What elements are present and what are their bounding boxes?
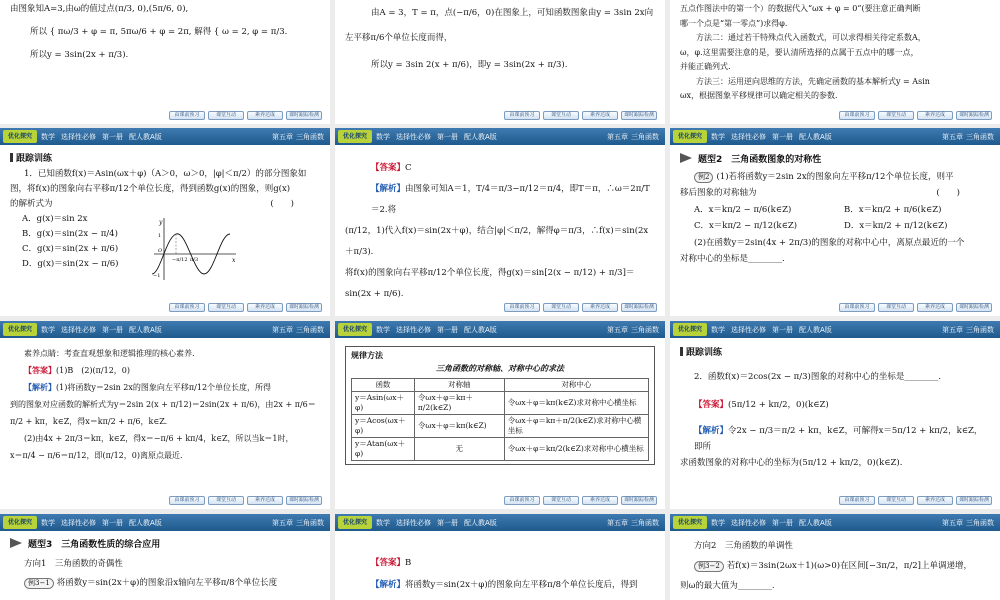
- table-title: 三角函数的对称轴、对称中心的求法: [436, 363, 564, 373]
- slide-header-bar: [0, 514, 330, 531]
- header-edition: 配人教A版: [129, 518, 162, 527]
- header-course: 选择性必修: [61, 325, 96, 334]
- question-text: 移后图象的对称轴为 ( ): [680, 188, 960, 198]
- header-subject: 数学: [41, 518, 55, 527]
- option-d[interactable]: D．g(x)＝sin(2x − π/6): [22, 259, 119, 269]
- play-triangle-icon: [10, 538, 22, 548]
- question-text: 图，将f(x)的图象向右平移π/12个单位长度，得到函数g(x)的图象，则g(x): [10, 184, 291, 194]
- header-chapter-title: 三角函数: [631, 518, 659, 527]
- brand-logo: 优化探究: [3, 130, 37, 143]
- type-title: 题型3 三角函数性质的综合应用: [10, 536, 320, 555]
- tick-label: π/3: [190, 257, 199, 263]
- nav-class-button[interactable]: 课堂互动: [543, 111, 579, 120]
- nav-preview-button[interactable]: 由课前预习: [169, 303, 205, 312]
- slide-8: [335, 321, 665, 509]
- nav-homework-button[interactable]: 课时跟踪检测: [286, 303, 322, 312]
- nav-homework-button[interactable]: 课时跟踪检测: [286, 496, 322, 505]
- explanation-line: 【解析】令2x − π/3＝π/2 + kπ，k∈Z，可解得x＝5π/12 + kπ/2，k∈Z，即所: [694, 426, 983, 452]
- nav-literacy-button[interactable]: 素养达成: [247, 303, 283, 312]
- nav-preview-button[interactable]: 由课前预习: [839, 496, 875, 505]
- table-cell: 令ωx＋φ＝kπ(k∈Z)求对称中心横坐标: [504, 392, 648, 415]
- nav-class-button[interactable]: 课堂互动: [208, 111, 244, 120]
- header-course: 选择性必修: [731, 325, 766, 334]
- header-chapter: 第五章: [607, 518, 628, 527]
- nav-homework-button[interactable]: 课时跟踪检测: [621, 111, 657, 120]
- sine-graph: [150, 216, 238, 282]
- header-edition: 配人教A版: [129, 325, 162, 334]
- header-course: 选择性必修: [396, 518, 431, 527]
- explanation-line: 到的图象对应函数的解析式为y＝2sin 2(x + π/12)＝2sin(2x + π/6)，由2x + π/6＝: [10, 400, 316, 409]
- table-cell: 令ωx＋φ＝kπ＋π/2(k∈Z)求对称中心横坐标: [504, 415, 648, 438]
- brand-logo: 优化探究: [338, 516, 372, 529]
- text-line: 由A = 3，T = π，点(−π/6，0)在图象上，可知函数图象由y = 3sin 2x向: [371, 8, 654, 18]
- text-line: 哪一个点是“第一零点”)求得φ.: [680, 18, 788, 28]
- tick-label: −1: [153, 273, 161, 279]
- slide-3: [670, 0, 1000, 124]
- text-line: 左平移π/6个单位长度而得，: [345, 33, 453, 43]
- nav-literacy-button[interactable]: 素养达成: [917, 111, 953, 120]
- explanation-line: 【解析】将函数y＝sin(2x＋φ)的图象向左平移π/8个单位长度后，得到: [371, 580, 638, 590]
- header-chapter: 第五章: [942, 325, 963, 334]
- explanation-line: π/2 + kπ，k∈Z，得x＝kπ/2 + π/6，k∈Z.: [10, 417, 168, 426]
- question-text: 例3−2 若f(x)＝3sin(2ωx＋1)(ω>0)在区间[−3π/2，π/2]上单调递增，: [680, 556, 990, 576]
- text-line: 并能正确列式.: [680, 62, 731, 71]
- slide-header-bar: [335, 128, 665, 145]
- header-subject: 数学: [711, 325, 725, 334]
- slide-header-bar: [335, 514, 665, 531]
- header-subject: 数学: [711, 518, 725, 527]
- slide-body: [670, 534, 1000, 600]
- answer-line: 【答案】B: [371, 558, 412, 568]
- slide-6: [670, 128, 1000, 316]
- header-subject: 数学: [711, 132, 725, 141]
- explanation-line: 将f(x)的图象向右平移π/12个单位长度，得g(x)＝sin[2(x − π/12) + π/3]＝: [345, 268, 635, 278]
- slide-12: [670, 514, 1000, 600]
- option-b[interactable]: B．x＝kπ/2 + π/6(k∈Z): [844, 204, 942, 215]
- text-line: 由图象知A=3,由ω的值过点(π/3, 0),(5π/6, 0),: [10, 4, 189, 14]
- nav-homework-button[interactable]: 课时跟踪检测: [621, 303, 657, 312]
- text-line: 五点作图法中的第一个）的数据代入“ωx + φ = 0”(要注意正确判断: [680, 4, 921, 13]
- subsection-title: 方向1 三角函数的奇偶性: [24, 559, 123, 569]
- table-header-row: [352, 379, 649, 392]
- header-subject: 数学: [376, 132, 390, 141]
- header-edition: 配人教A版: [464, 518, 497, 527]
- nav-literacy-button[interactable]: 素养达成: [582, 496, 618, 505]
- header-chapter: 第五章: [942, 132, 963, 141]
- header-volume: 第一册: [437, 325, 458, 334]
- nav-buttons: [504, 303, 657, 312]
- slide-header-bar: [670, 128, 1000, 145]
- option-a[interactable]: A．g(x)＝sin 2x: [22, 214, 88, 224]
- nav-literacy-button[interactable]: 素养达成: [582, 111, 618, 120]
- brand-logo: 优化探究: [3, 323, 37, 336]
- header-chapter-title: 三角函数: [631, 325, 659, 334]
- header-volume: 第一册: [102, 325, 123, 334]
- header-chapter-title: 三角函数: [296, 132, 324, 141]
- question-text: 例3−1 将函数y＝sin(2x＋φ)的图象沿x轴向左平移π/8个单位长度: [10, 574, 320, 593]
- nav-preview-button[interactable]: 由课前预习: [839, 303, 875, 312]
- play-triangle-icon: [680, 153, 692, 163]
- slide-body: [335, 536, 665, 600]
- nav-literacy-button[interactable]: 素养达成: [247, 496, 283, 505]
- header-volume: 第一册: [772, 132, 793, 141]
- brand-logo: 优化探究: [338, 130, 372, 143]
- header-chapter: 第五章: [272, 325, 293, 334]
- header-subject: 数学: [376, 518, 390, 527]
- header-subject: 数学: [376, 325, 390, 334]
- nav-literacy-button[interactable]: 素养达成: [582, 303, 618, 312]
- header-chapter: 第五章: [942, 518, 963, 527]
- slide-7: [0, 321, 330, 509]
- explanation-line: sin(2x + π/6).: [345, 289, 404, 299]
- text-line: ω，φ.这里需要注意的是，要认清所选择的点属于五点中的哪一点，: [680, 47, 919, 57]
- slide-body: [670, 0, 1000, 108]
- header-edition: 配人教A版: [464, 132, 497, 141]
- slide-body: [335, 150, 665, 300]
- example-badge: 例3−1: [24, 578, 54, 589]
- header-subject: 数学: [41, 325, 55, 334]
- slide-body: [670, 343, 1000, 493]
- brand-logo: 优化探究: [338, 323, 372, 336]
- explanation-line: (2)由4x + 2π/3＝kπ，k∈Z，得x＝−π/6 + kπ/4，k∈Z，所以当k＝1时，: [24, 434, 294, 443]
- nav-preview-button[interactable]: 由课前预习: [169, 496, 205, 505]
- symmetry-table: [351, 378, 649, 461]
- answer-line: 【答案】(5π/12 + kπ/2，0)(k∈Z): [694, 400, 829, 410]
- brand-logo: 优化探究: [673, 130, 707, 143]
- option-b[interactable]: B．g(x)＝sin(2x − π/4): [22, 229, 118, 239]
- question-text: 2．函数f(x)＝2cos(2x − π/3)图象的对称中心的坐标是________.: [694, 372, 942, 382]
- tick-label: 1: [158, 233, 162, 239]
- explanation-line: 求函数图象的对称中心的坐标为(5π/12 + kπ/2，0)(k∈Z).: [680, 458, 903, 468]
- header-edition: 配人教A版: [799, 325, 832, 334]
- header-volume: 第一册: [772, 518, 793, 527]
- nav-class-button[interactable]: 课堂互动: [543, 303, 579, 312]
- nav-buttons: [839, 111, 992, 120]
- nav-preview-button[interactable]: 由课前预习: [504, 496, 540, 505]
- slide-body: [0, 343, 330, 493]
- text-line: 方法二：通过若干特殊点代入函数式，可以求得相关待定系数A，: [696, 33, 926, 42]
- header-chapter: 第五章: [272, 132, 293, 141]
- text-line: 所以 { πω/3 + φ = π, 5πω/6 + φ = 2π, 解得 { ω = 2, φ = π/3.: [30, 27, 288, 37]
- header-course: 选择性必修: [396, 325, 431, 334]
- text-line: 所以y = 3sin 2(x + π/6)，即y = 3sin(2x + π/3).: [371, 60, 568, 70]
- nav-literacy-button[interactable]: 素养达成: [917, 303, 953, 312]
- table-cell: 令ωx＋φ＝kπ/2(k∈Z)求对称中心横坐标: [504, 438, 648, 461]
- answer-line: 【答案】C: [371, 163, 412, 173]
- slide-body: [0, 534, 330, 600]
- nav-class-button[interactable]: 课堂互动: [878, 496, 914, 505]
- header-chapter-title: 三角函数: [296, 325, 324, 334]
- slide-2: [335, 0, 665, 124]
- tick-label: −π/12: [172, 257, 188, 263]
- nav-buttons: [169, 303, 322, 312]
- option-row: [680, 218, 990, 235]
- slide-body: [335, 343, 665, 493]
- slide-header-bar: [670, 514, 1000, 531]
- nav-preview-button[interactable]: 由课前预习: [504, 111, 540, 120]
- header-volume: 第一册: [772, 325, 793, 334]
- nav-class-button[interactable]: 课堂互动: [878, 303, 914, 312]
- nav-buttons: [504, 496, 657, 505]
- brand-logo: 优化探究: [673, 516, 707, 529]
- header-subject: 数学: [41, 132, 55, 141]
- option-c[interactable]: C．x＝kπ/2 − π/12(k∈Z): [694, 221, 798, 231]
- brand-logo: 优化探究: [673, 323, 707, 336]
- question-text: 则ω的最大值为________.: [680, 581, 775, 591]
- section-title: 跟踪训练: [680, 345, 990, 361]
- nav-homework-button[interactable]: 课时跟踪检测: [621, 496, 657, 505]
- type-title: 题型2 三角函数图象的对称性: [680, 152, 990, 169]
- table-cell: y＝Acos(ωx＋φ): [352, 415, 415, 438]
- nav-class-button[interactable]: 课堂互动: [208, 496, 244, 505]
- literacy-note: 素养点睛：考查直观想象和逻辑推理的核心素养.: [24, 349, 195, 358]
- question-text: 的解析式为 ( ): [10, 199, 294, 209]
- slide-body: [670, 150, 1000, 300]
- text-line: 方法三：运用逆向思维的方法，先确定函数的基本解析式y = Asin: [696, 76, 930, 86]
- slide-9: [670, 321, 1000, 509]
- table-cell: y＝Asin(ωx＋φ): [352, 392, 415, 415]
- column-header: 对称轴: [414, 379, 504, 392]
- nav-homework-button[interactable]: 课时跟踪检测: [956, 111, 992, 120]
- explanation-line: (π/12，1)代入f(x)＝sin(2x＋φ)，结合|φ|＜π/2，解得φ＝π/3，∴f(x)＝sin(2x＋π/3).: [345, 226, 649, 257]
- example-badge: 例3−2: [694, 561, 724, 572]
- header-course: 选择性必修: [731, 132, 766, 141]
- nav-buttons: [169, 496, 322, 505]
- table-cell: 令ωx＋φ＝kπ(k∈Z): [414, 415, 504, 438]
- question-text: (2)在函数y＝2sin(4x + 2π/3)的图象的对称中心中，离原点最近的一个: [694, 237, 965, 248]
- option-row: [680, 202, 990, 219]
- slide-body: [335, 0, 665, 108]
- header-chapter-title: 三角函数: [966, 325, 994, 334]
- header-chapter: 第五章: [272, 518, 293, 527]
- nav-homework-button[interactable]: 课时跟踪检测: [956, 303, 992, 312]
- header-edition: 配人教A版: [799, 132, 832, 141]
- nav-homework-button[interactable]: 课时跟踪检测: [956, 496, 992, 505]
- slide-body: [0, 0, 330, 108]
- slide-1: [0, 0, 330, 124]
- answer-line: 【答案】(1)B (2)(π/12，0): [24, 365, 131, 375]
- explanation-line: x＝π/4 − π/6＝π/12，即(π/12，0)离原点最近.: [10, 451, 183, 460]
- slide-10: [0, 514, 330, 600]
- option-a[interactable]: A．x＝kπ/2 − π/6(k∈Z): [694, 204, 792, 215]
- section-title: 跟踪训练: [10, 152, 320, 167]
- slide-4: [0, 128, 330, 316]
- column-header: 函数: [352, 379, 415, 392]
- example-badge: 例2: [694, 172, 713, 183]
- text-line: 所以y = 3sin(2x + π/3).: [30, 50, 129, 60]
- table-cell: 令ωx＋φ＝kπ＋π/2(k∈Z): [414, 392, 504, 415]
- method-title: 规律方法: [351, 351, 383, 360]
- slide-header-bar: [0, 128, 330, 145]
- option-c[interactable]: C．g(x)＝sin(2x + π/6): [22, 244, 119, 254]
- header-edition: 配人教A版: [129, 132, 162, 141]
- header-edition: 配人教A版: [464, 325, 497, 334]
- table-row: [352, 392, 649, 415]
- header-chapter: 第五章: [607, 325, 628, 334]
- slide-5: [335, 128, 665, 316]
- text-line: ωx，根据图象平移规律可以确定相关的参数.: [680, 91, 838, 100]
- header-volume: 第一册: [437, 518, 458, 527]
- header-volume: 第一册: [102, 518, 123, 527]
- table-row: [352, 415, 649, 438]
- origin-label: O: [158, 248, 163, 254]
- explanation-line: 【解析】由图象可知A＝1，T/4＝π/3−π/12＝π/4，即T＝π，∴ω＝2π/T＝2.将: [371, 184, 650, 215]
- nav-buttons: [839, 496, 992, 505]
- nav-literacy-button[interactable]: 素养达成: [247, 111, 283, 120]
- nav-buttons: [839, 303, 992, 312]
- header-volume: 第一册: [437, 132, 458, 141]
- header-chapter-title: 三角函数: [966, 132, 994, 141]
- slide-header-bar: [0, 321, 330, 338]
- column-header: 对称中心: [504, 379, 648, 392]
- subsection-title: 方向2 三角函数的单调性: [694, 541, 793, 551]
- nav-class-button[interactable]: 课堂互动: [543, 496, 579, 505]
- table-cell: 无: [414, 438, 504, 461]
- x-axis-label: x: [232, 257, 236, 264]
- header-edition: 配人教A版: [799, 518, 832, 527]
- header-volume: 第一册: [102, 132, 123, 141]
- slide-header-bar: [335, 321, 665, 338]
- nav-literacy-button[interactable]: 素养达成: [917, 496, 953, 505]
- nav-buttons: [169, 111, 322, 120]
- header-course: 选择性必修: [61, 518, 96, 527]
- nav-preview-button[interactable]: 由课前预习: [839, 111, 875, 120]
- header-course: 选择性必修: [731, 518, 766, 527]
- header-course: 选择性必修: [61, 132, 96, 141]
- slide-header-bar: [670, 321, 1000, 338]
- header-chapter-title: 三角函数: [966, 518, 994, 527]
- header-chapter-title: 三角函数: [631, 132, 659, 141]
- table-cell: y＝Atan(ωx＋φ): [352, 438, 415, 461]
- header-chapter: 第五章: [607, 132, 628, 141]
- question-text: 例2 (1)若将函数y＝2sin 2x的图象向左平移π/12个单位长度，则平: [680, 169, 990, 186]
- question-text: 对称中心的坐标是________.: [680, 254, 785, 264]
- header-course: 选择性必修: [396, 132, 431, 141]
- header-chapter-title: 三角函数: [296, 518, 324, 527]
- brand-logo: 优化探究: [3, 516, 37, 529]
- question-text: 1．已知函数f(x)＝Asin(ωx＋φ)（A＞0，ω＞0，|φ|＜π/2）的部分图象如: [24, 169, 307, 179]
- explanation-line: 【解析】(1)将函数y＝2sin 2x的图象向左平移π/12个单位长度，所得: [24, 382, 272, 392]
- nav-class-button[interactable]: 课堂互动: [208, 303, 244, 312]
- nav-preview-button[interactable]: 由课前预习: [169, 111, 205, 120]
- nav-class-button[interactable]: 课堂互动: [878, 111, 914, 120]
- option-d[interactable]: D．x＝kπ/2 + π/12(k∈Z): [844, 221, 948, 231]
- table-row: [352, 438, 649, 461]
- y-axis-label: y: [159, 219, 163, 226]
- nav-homework-button[interactable]: 课时跟踪检测: [286, 111, 322, 120]
- slide-11: [335, 514, 665, 600]
- nav-buttons: [504, 111, 657, 120]
- nav-preview-button[interactable]: 由课前预习: [504, 303, 540, 312]
- method-box: [345, 346, 655, 465]
